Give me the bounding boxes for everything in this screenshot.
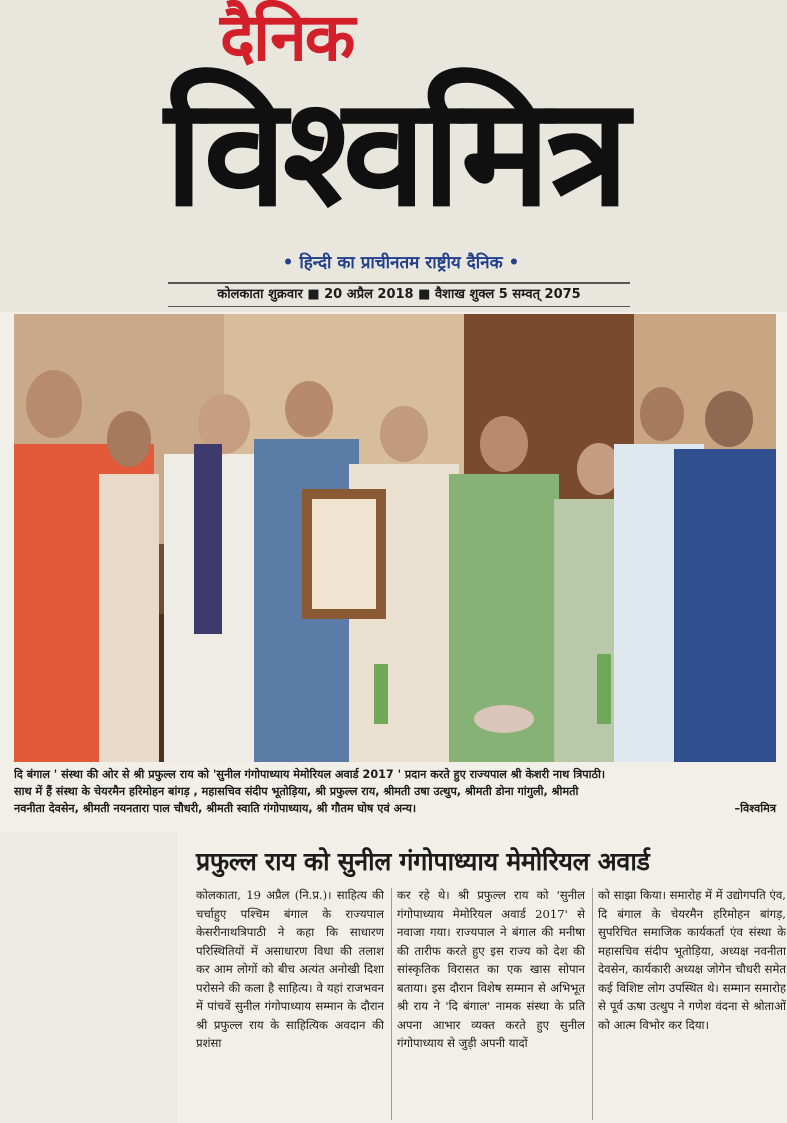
photo-credit: –विश्वमित्र (734, 802, 776, 815)
column-divider-1 (391, 888, 392, 1120)
article-column-3-text: को साझा किया। समारोह में में उद्योगपति एंव, दि बंगाल के चेयरमैन हरिमोहन बांगड़, सुपरिचित समाजिक कार्यकर्ता एंव संस्था के महासचिव संदीप भूतोड़िया, अध्यक्ष नवनीता देवसेन, कार्यकारी अध्यक्ष जोगेन चौधरी समेत कई विशिष्ट लोग उपस्थित थे। सम्मान समारोह से पूर्व ऊषा उत्थुप ने गणेश वंदना से श्रोताओं को आत्म विभोर कर दिया। (598, 888, 786, 1032)
brand-top-text: दैनिक (220, 0, 354, 76)
dateline: कोलकाता शुक्रवार ■ 20 अप्रैल 2018 ■ वैशाख शुक्ल 5 सम्वत् 2075 (217, 287, 581, 302)
article-column-2-text: कर रहे थे। श्री प्रफुल्ल राय को 'सुनील गंगोपाध्याय मेमोरियल अवार्ड 2017' से नवाजा गया। राज्यपाल ने बंगाल की मनीषा की तारीफ करते हुए इस राज्य को देश की सांस्कृतिक विरासत का एक खास सोपान बताया। इस दौरान विशेष सम्मान से अभिभूत श्री राय ने 'दि बंगाल' नामक संस्था के प्रति अपना आभार व्यक्त करते हुए सुनील गंगोपाध्याय से जुड़ी अपनी यादों (397, 888, 585, 1050)
article-column-3 (598, 886, 786, 1121)
caption-line-1: दि बंगाल ' संस्था की ओर से श्री प्रफुल्ल राय को 'सुनील गंगोपाध्याय मेमोरियल अवार्ड 2017 ' प्रदान करते हुए राज्यपाल श्री केशरी नाथ त्रिपाठी। (14, 768, 606, 781)
photo-caption (14, 766, 776, 824)
column-divider-2 (592, 888, 593, 1120)
brand-main-text: विश्वमित्र (164, 64, 626, 240)
dateline-rule-bottom (168, 306, 630, 307)
article-column-2 (397, 886, 585, 1121)
news-photo (14, 314, 776, 762)
blank-margin-column (0, 832, 178, 1123)
caption-line-3: नवनीता देवसेन, श्रीमती नयनतारा पाल चौधरी, श्रीमती स्वाति गंगोपाध्याय, श्री गौतम घोष एवं अन्य। (14, 802, 417, 815)
award-ceremony-illustration (14, 314, 776, 762)
article-column-1 (196, 886, 384, 1121)
masthead (0, 0, 787, 312)
article-headline: प्रफुल्ल राय को सुनील गंगोपाध्याय मेमोरियल अवार्ड (196, 847, 650, 876)
article-column-1-text: कोलकाता, 19 अप्रैल (नि.प्र.)। साहित्य की चर्चाहुए पश्चिम बंगाल के राज्यपाल केसरीनाथत्रिपाठी ने कहा कि साधारण परिस्थितियों में असाधारण विधा की तलाश कर आम लोगों को बीच अत्यंत अनोखी दिशा परोसने की कला है साहित्य। वे यहां राजभवन में पांचवें सुनील गंगोपाध्याय सम्मान के दौरान श्री प्रफुल्ल राय के साहित्यिक अवदान की प्रशंसा (196, 888, 384, 1050)
tagline: • हिन्दी का प्राचीनतम राष्ट्रीय दैनिक • (282, 253, 520, 273)
caption-line-2: साथ में हैं संस्था के चेयरमैन हरिमोहन बांगड़ , महासचिव संदीप भूतोड़िया, श्री प्रफुल्ल राय, श्रीमती उषा उत्थुप, श्रीमती डोना गांगुली, श्रीमती (14, 785, 579, 798)
